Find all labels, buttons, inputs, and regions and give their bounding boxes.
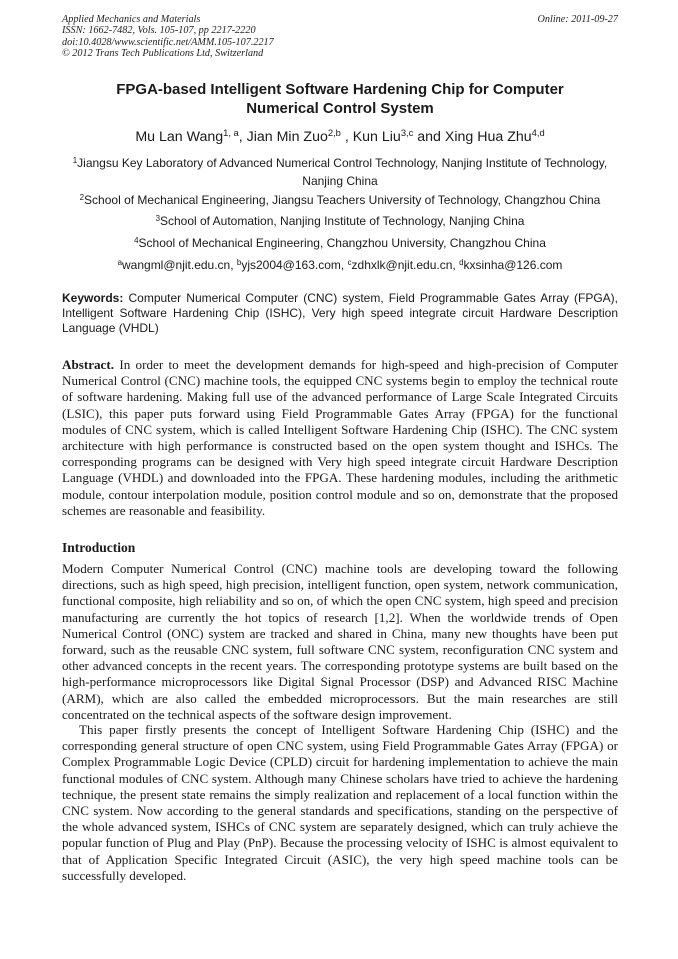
- author-sup: 3,c: [400, 127, 414, 138]
- title-line-2: Numerical Control System: [246, 100, 434, 117]
- affiliation-4: [62, 235, 618, 253]
- affiliation-text: School of Mechanical Engineering, Jiangsu Teachers University of Technology, Changzhou China: [84, 193, 601, 207]
- author-name: Jian Min Zuo: [246, 129, 328, 145]
- keywords-text: Computer Numerical Computer (CNC) system, Field Programmable Gates Array (FPGA), Intelligent Software Hardening Chip (ISHC), Very high speed integrate circuit Hardware Description Language (VHDL): [62, 291, 618, 336]
- affiliation-text: Jiangsu Key Laboratory of Advanced Numerical Control Technology, Nanjing Institute of Technology, Nanjing China: [77, 156, 608, 188]
- email: zdhxlk@njit.edu.cn,: [351, 258, 460, 272]
- title-line-1: FPGA-based Intelligent Software Hardening Chip for Computer: [116, 81, 564, 98]
- paper-title: [62, 80, 618, 118]
- abstract-text: In order to meet the development demands for high-speed and high-precision of Computer Numerical Control (CNC) machine tools, the equipped CNC systems begin to employ the technical route of software hardening. Making full use of the advanced performance of Large Scale Integrated Circuits (LSIC), this paper puts forward using Field Programmable Gates Array (FPGA) for the functional modules of CNC system, which is called Intelligent Software Hardening Chip (ISHC). The CNC system architecture with high performance is constructed based on the open system thought and ISHCs. The corresponding programs can be designed with Very high speed integrate circuit Hardware Description Language (VHDL) and downloaded into the FPGA. These hardening modules, including the arithmetic module, contour interpolation module, position control module and so on, demonstrate that the proposed schemes are reasonable and feasibility.: [62, 357, 618, 518]
- issn-line: ISSN: 1662-7482, Vols. 105-107, pp 2217-2220: [62, 25, 256, 37]
- affiliation-3: [62, 213, 618, 231]
- author-sep: ,: [238, 129, 247, 145]
- email-sup: d: [459, 257, 464, 267]
- doi-line: doi:10.4028/www.scientific.net/AMM.105-107.2217: [62, 36, 274, 48]
- email: yjs2004@163.com,: [241, 258, 348, 272]
- abstract-label: Abstract.: [62, 357, 114, 372]
- keywords-block: [62, 291, 618, 337]
- intro-paragraph-2: This paper firstly presents the concept of Intelligent Software Hardening Chip (ISHC) and the corresponding general structure of open CNC system, using Field Programmable Gates Array (FPGA) or Complex Programmable Logic Device (CPLD) circuit for hardening implementation to achieve the main functional modules of CNC system. Although many Chinese scholars have tried to achieve the hardening technique, the present state remains the simply realization and replacement of a local function within the CNC system. Now according to the general standards and specifications, standing on the perspective of the whole advanced system, ISHCs of CNC system are separately designed, which can truly achieve the popular function of Plug and Play (PnP). Because the processing velocity of ISHC is almost equivalent to that of Application Specific Integrated Circuit (ASIC), the very high speed machine tools can be successfully developed.: [62, 722, 618, 883]
- affiliation-sup: 1: [72, 155, 78, 165]
- author-name: Mu Lan Wang: [135, 129, 224, 145]
- email-sup: b: [236, 257, 242, 267]
- email-line: [62, 257, 618, 275]
- affiliation-2: [62, 192, 618, 210]
- affiliation-sup: 2: [79, 192, 85, 202]
- author-sep: and: [413, 129, 445, 145]
- journal-name: Applied Mechanics and Materials: [62, 14, 201, 25]
- author-sep: ,: [340, 129, 353, 145]
- email-sup: c: [347, 257, 352, 267]
- affiliation-sup: 4: [134, 235, 139, 245]
- author-name: Kun Liu: [352, 129, 401, 145]
- affiliation-sup: 3: [155, 213, 160, 223]
- author-list: [62, 128, 618, 147]
- affiliation-text: School of Automation, Nanjing Institute of Technology, Nanjing China: [159, 214, 525, 228]
- author-name: Xing Hua Zhu: [444, 129, 532, 145]
- affiliation-text: School of Mechanical Engineering, Changzhou University, Changzhou China: [138, 236, 546, 250]
- email: wangml@njit.edu.cn,: [122, 258, 237, 272]
- intro-paragraph-1: Modern Computer Numerical Control (CNC) machine tools are developing toward the following directions, such as high speed, high precision, intelligent function, open system, network communication, functional composite, high reliability and so on, of which the open CNC system, high speed and precision manufacturing are currently the hot topics of research [1,2]. When the worldwide trends of Open Numerical Control (ONC) system are tracked and shared in China, many new thoughts have been put forward, such as the reusable CNC system, full software CNC system, reconfiguration CNC system and other advanced concepts in the recent years. The corresponding prototype systems are built based on the high-performance microprocessors like Digital Signal Processor (DSP) and Advanced RISC Machine (ARM), which are also called the embedded microprocessors. But the main researches are still concentrated on the technical aspects of the software design improvement.: [62, 561, 618, 722]
- email: kxsinha@126.com: [463, 258, 563, 272]
- online-date: Online: 2011-09-27: [537, 14, 618, 25]
- author-sup: 1, a: [223, 127, 239, 138]
- email-sup: a: [117, 257, 122, 267]
- section-heading: Introduction: [62, 540, 136, 555]
- affiliation-1: [62, 155, 618, 189]
- journal-header: [62, 14, 618, 60]
- copyright-line: © 2012 Trans Tech Publications Ltd, Switzerland: [62, 48, 264, 60]
- author-sup: 4,d: [531, 127, 545, 138]
- abstract-block: [62, 357, 618, 519]
- author-sup: 2,b: [327, 127, 341, 138]
- keywords-label: Keywords:: [62, 291, 124, 305]
